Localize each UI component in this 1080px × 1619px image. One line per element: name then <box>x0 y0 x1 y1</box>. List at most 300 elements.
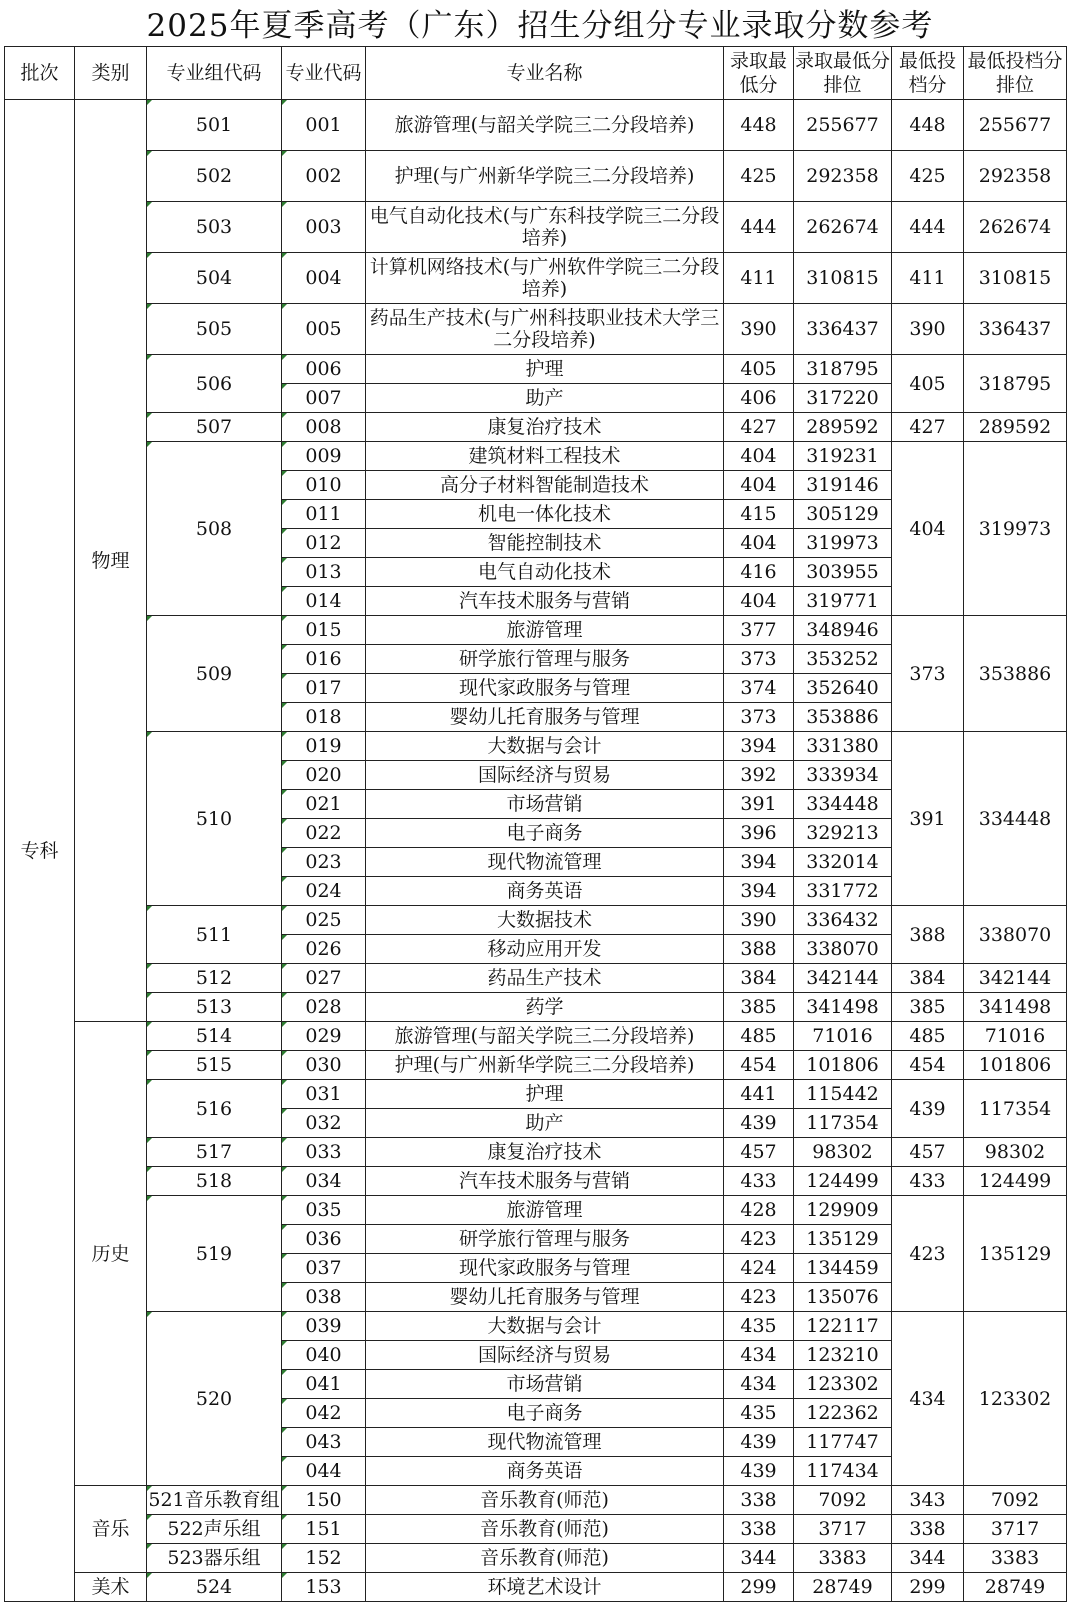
min-score-cell: 388 <box>724 935 794 964</box>
min-score-cell: 404 <box>724 529 794 558</box>
min-score-cell: 396 <box>724 819 794 848</box>
header-min-score-rank: 录取最低分排位 <box>794 47 892 100</box>
table-body <box>5 100 1067 1602</box>
table-row <box>5 732 1067 761</box>
major-code-cell: 033 <box>282 1138 366 1167</box>
major-code-cell: 044 <box>282 1457 366 1486</box>
major-name-cell: 音乐教育(师范) <box>366 1486 724 1515</box>
category-cell: 历史 <box>75 1022 147 1486</box>
min-filing-score-cell: 373 <box>892 616 964 732</box>
major-code-cell: 003 <box>282 202 366 253</box>
major-name-cell: 康复治疗技术 <box>366 1138 724 1167</box>
min-score-rank-cell: 341498 <box>794 993 892 1022</box>
min-score-rank-cell: 334448 <box>794 790 892 819</box>
min-filing-score-cell: 404 <box>892 442 964 616</box>
group-code-cell: 508 <box>147 442 282 616</box>
min-score-cell: 391 <box>724 790 794 819</box>
major-name-cell: 大数据与会计 <box>366 1312 724 1341</box>
min-score-rank-cell: 117434 <box>794 1457 892 1486</box>
major-code-cell: 032 <box>282 1109 366 1138</box>
min-score-cell: 448 <box>724 100 794 151</box>
group-code-cell: 516 <box>147 1080 282 1138</box>
min-score-rank-cell: 71016 <box>794 1022 892 1051</box>
major-code-cell: 018 <box>282 703 366 732</box>
major-code-cell: 007 <box>282 384 366 413</box>
major-code-cell: 017 <box>282 674 366 703</box>
min-score-rank-cell: 336437 <box>794 304 892 355</box>
major-name-cell: 研学旅行管理与服务 <box>366 645 724 674</box>
min-score-cell: 338 <box>724 1486 794 1515</box>
min-score-rank-cell: 129909 <box>794 1196 892 1225</box>
min-score-rank-cell: 135129 <box>794 1225 892 1254</box>
min-filing-rank-cell: 3383 <box>964 1544 1067 1573</box>
min-score-rank-cell: 135076 <box>794 1283 892 1312</box>
group-code-cell: 522声乐组 <box>147 1515 282 1544</box>
major-code-cell: 013 <box>282 558 366 587</box>
major-code-cell: 020 <box>282 761 366 790</box>
min-filing-rank-cell: 71016 <box>964 1022 1067 1051</box>
table-row <box>5 1573 1067 1602</box>
min-score-rank-cell: 122362 <box>794 1399 892 1428</box>
min-filing-score-cell: 454 <box>892 1051 964 1080</box>
header-row <box>5 47 1067 100</box>
min-score-rank-cell: 348946 <box>794 616 892 645</box>
min-filing-score-cell: 485 <box>892 1022 964 1051</box>
major-name-cell: 电子商务 <box>366 1399 724 1428</box>
major-name-cell: 计算机网络技术(与广州软件学院三二分段培养) <box>366 253 724 304</box>
min-filing-score-cell: 343 <box>892 1486 964 1515</box>
major-name-cell: 汽车技术服务与营销 <box>366 1167 724 1196</box>
min-score-rank-cell: 134459 <box>794 1254 892 1283</box>
min-score-rank-cell: 342144 <box>794 964 892 993</box>
min-filing-rank-cell: 334448 <box>964 732 1067 906</box>
table-row <box>5 253 1067 304</box>
table-row <box>5 202 1067 253</box>
table-row <box>5 1138 1067 1167</box>
major-code-cell: 153 <box>282 1573 366 1602</box>
major-code-cell: 029 <box>282 1022 366 1051</box>
major-name-cell: 国际经济与贸易 <box>366 761 724 790</box>
header-min-filing-score: 最低投档分 <box>892 47 964 100</box>
min-filing-rank-cell: 117354 <box>964 1080 1067 1138</box>
min-filing-rank-cell: 7092 <box>964 1486 1067 1515</box>
group-code-cell: 517 <box>147 1138 282 1167</box>
group-code-cell: 512 <box>147 964 282 993</box>
group-code-cell: 524 <box>147 1573 282 1602</box>
table-row <box>5 964 1067 993</box>
major-name-cell: 现代家政服务与管理 <box>366 1254 724 1283</box>
major-code-cell: 023 <box>282 848 366 877</box>
table-row <box>5 1022 1067 1051</box>
min-filing-score-cell: 344 <box>892 1544 964 1573</box>
major-code-cell: 034 <box>282 1167 366 1196</box>
table-row <box>5 616 1067 645</box>
major-name-cell: 现代物流管理 <box>366 1428 724 1457</box>
min-filing-score-cell: 388 <box>892 906 964 964</box>
min-score-cell: 411 <box>724 253 794 304</box>
major-name-cell: 电子商务 <box>366 819 724 848</box>
min-score-rank-cell: 329213 <box>794 819 892 848</box>
major-name-cell: 大数据技术 <box>366 906 724 935</box>
major-code-cell: 031 <box>282 1080 366 1109</box>
major-name-cell: 护理 <box>366 355 724 384</box>
min-score-cell: 404 <box>724 442 794 471</box>
min-score-rank-cell: 123302 <box>794 1370 892 1399</box>
table-row <box>5 1486 1067 1515</box>
major-name-cell: 助产 <box>366 1109 724 1138</box>
group-code-cell: 518 <box>147 1167 282 1196</box>
min-score-cell: 439 <box>724 1428 794 1457</box>
major-name-cell: 现代家政服务与管理 <box>366 674 724 703</box>
table-row <box>5 906 1067 935</box>
min-score-cell: 424 <box>724 1254 794 1283</box>
min-filing-score-cell: 439 <box>892 1080 964 1138</box>
min-score-cell: 394 <box>724 877 794 906</box>
major-code-cell: 016 <box>282 645 366 674</box>
min-score-rank-cell: 255677 <box>794 100 892 151</box>
category-cell: 物理 <box>75 100 147 1022</box>
major-name-cell: 旅游管理 <box>366 1196 724 1225</box>
min-filing-score-cell: 427 <box>892 413 964 442</box>
table-row <box>5 151 1067 202</box>
min-score-cell: 344 <box>724 1544 794 1573</box>
major-code-cell: 014 <box>282 587 366 616</box>
min-score-rank-cell: 319231 <box>794 442 892 471</box>
table-row <box>5 355 1067 384</box>
min-filing-score-cell: 385 <box>892 993 964 1022</box>
header-major-code: 专业代码 <box>282 47 366 100</box>
major-code-cell: 039 <box>282 1312 366 1341</box>
min-filing-score-cell: 338 <box>892 1515 964 1544</box>
min-score-cell: 390 <box>724 304 794 355</box>
table-row <box>5 1544 1067 1573</box>
major-name-cell: 移动应用开发 <box>366 935 724 964</box>
major-name-cell: 药品生产技术(与广州科技职业技术大学三二分段培养) <box>366 304 724 355</box>
major-name-cell: 护理(与广州新华学院三二分段培养) <box>366 151 724 202</box>
min-filing-rank-cell: 98302 <box>964 1138 1067 1167</box>
major-name-cell: 药学 <box>366 993 724 1022</box>
table-row <box>5 1080 1067 1109</box>
min-score-cell: 434 <box>724 1341 794 1370</box>
group-code-cell: 519 <box>147 1196 282 1312</box>
major-code-cell: 035 <box>282 1196 366 1225</box>
min-score-rank-cell: 353886 <box>794 703 892 732</box>
major-name-cell: 研学旅行管理与服务 <box>366 1225 724 1254</box>
table-row <box>5 304 1067 355</box>
major-name-cell: 旅游管理(与韶关学院三二分段培养) <box>366 1022 724 1051</box>
major-name-cell: 大数据与会计 <box>366 732 724 761</box>
major-name-cell: 旅游管理(与韶关学院三二分段培养) <box>366 100 724 151</box>
min-score-cell: 457 <box>724 1138 794 1167</box>
major-name-cell: 电气自动化技术(与广东科技学院三二分段培养) <box>366 202 724 253</box>
min-filing-score-cell: 433 <box>892 1167 964 1196</box>
min-score-cell: 427 <box>724 413 794 442</box>
major-code-cell: 012 <box>282 529 366 558</box>
table-row <box>5 1196 1067 1225</box>
major-code-cell: 026 <box>282 935 366 964</box>
table-row <box>5 442 1067 471</box>
major-name-cell: 婴幼儿托育服务与管理 <box>366 703 724 732</box>
group-code-cell: 503 <box>147 202 282 253</box>
min-score-rank-cell: 319973 <box>794 529 892 558</box>
major-name-cell: 环境艺术设计 <box>366 1573 724 1602</box>
min-filing-rank-cell: 318795 <box>964 355 1067 413</box>
min-filing-score-cell: 411 <box>892 253 964 304</box>
group-code-cell: 520 <box>147 1312 282 1486</box>
major-code-cell: 038 <box>282 1283 366 1312</box>
min-filing-rank-cell: 338070 <box>964 906 1067 964</box>
header-category: 类别 <box>75 47 147 100</box>
major-name-cell: 电气自动化技术 <box>366 558 724 587</box>
min-filing-score-cell: 390 <box>892 304 964 355</box>
min-score-cell: 374 <box>724 674 794 703</box>
min-score-rank-cell: 353252 <box>794 645 892 674</box>
min-score-cell: 373 <box>724 645 794 674</box>
min-score-rank-cell: 310815 <box>794 253 892 304</box>
major-code-cell: 030 <box>282 1051 366 1080</box>
major-name-cell: 商务英语 <box>366 877 724 906</box>
min-score-cell: 299 <box>724 1573 794 1602</box>
min-score-cell: 428 <box>724 1196 794 1225</box>
major-code-cell: 028 <box>282 993 366 1022</box>
min-score-cell: 435 <box>724 1399 794 1428</box>
major-code-cell: 025 <box>282 906 366 935</box>
min-score-cell: 406 <box>724 384 794 413</box>
min-filing-score-cell: 391 <box>892 732 964 906</box>
min-score-rank-cell: 117747 <box>794 1428 892 1457</box>
major-name-cell: 护理(与广州新华学院三二分段培养) <box>366 1051 724 1080</box>
table-row <box>5 1167 1067 1196</box>
min-score-cell: 423 <box>724 1225 794 1254</box>
major-code-cell: 027 <box>282 964 366 993</box>
group-code-cell: 505 <box>147 304 282 355</box>
group-code-cell: 511 <box>147 906 282 964</box>
min-score-rank-cell: 3717 <box>794 1515 892 1544</box>
major-code-cell: 019 <box>282 732 366 761</box>
major-name-cell: 商务英语 <box>366 1457 724 1486</box>
header-min-filing-rank: 最低投档分排位 <box>964 47 1067 100</box>
major-name-cell: 音乐教育(师范) <box>366 1544 724 1573</box>
min-score-rank-cell: 292358 <box>794 151 892 202</box>
major-name-cell: 智能控制技术 <box>366 529 724 558</box>
major-code-cell: 004 <box>282 253 366 304</box>
min-score-rank-cell: 319771 <box>794 587 892 616</box>
major-code-cell: 043 <box>282 1428 366 1457</box>
min-score-cell: 425 <box>724 151 794 202</box>
table-row <box>5 1051 1067 1080</box>
major-code-cell: 021 <box>282 790 366 819</box>
major-name-cell: 助产 <box>366 384 724 413</box>
min-filing-rank-cell: 353886 <box>964 616 1067 732</box>
min-score-rank-cell: 3383 <box>794 1544 892 1573</box>
min-score-rank-cell: 28749 <box>794 1573 892 1602</box>
score-table <box>4 46 1067 1602</box>
min-score-rank-cell: 123210 <box>794 1341 892 1370</box>
min-filing-rank-cell: 123302 <box>964 1312 1067 1486</box>
table-row <box>5 100 1067 151</box>
min-filing-score-cell: 405 <box>892 355 964 413</box>
min-score-rank-cell: 289592 <box>794 413 892 442</box>
min-score-cell: 405 <box>724 355 794 384</box>
min-filing-rank-cell: 101806 <box>964 1051 1067 1080</box>
min-filing-rank-cell: 28749 <box>964 1573 1067 1602</box>
min-score-cell: 444 <box>724 202 794 253</box>
min-score-cell: 384 <box>724 964 794 993</box>
min-score-cell: 404 <box>724 587 794 616</box>
min-score-cell: 439 <box>724 1109 794 1138</box>
min-score-cell: 394 <box>724 848 794 877</box>
min-filing-rank-cell: 310815 <box>964 253 1067 304</box>
group-code-cell: 521音乐教育组 <box>147 1486 282 1515</box>
major-name-cell: 婴幼儿托育服务与管理 <box>366 1283 724 1312</box>
min-score-rank-cell: 352640 <box>794 674 892 703</box>
major-code-cell: 151 <box>282 1515 366 1544</box>
min-score-cell: 392 <box>724 761 794 790</box>
major-name-cell: 现代物流管理 <box>366 848 724 877</box>
category-cell: 美术 <box>75 1573 147 1602</box>
min-score-rank-cell: 117354 <box>794 1109 892 1138</box>
major-code-cell: 024 <box>282 877 366 906</box>
min-score-rank-cell: 7092 <box>794 1486 892 1515</box>
min-score-rank-cell: 338070 <box>794 935 892 964</box>
major-name-cell: 汽车技术服务与营销 <box>366 587 724 616</box>
major-name-cell: 音乐教育(师范) <box>366 1515 724 1544</box>
min-filing-score-cell: 457 <box>892 1138 964 1167</box>
min-score-rank-cell: 305129 <box>794 500 892 529</box>
major-code-cell: 152 <box>282 1544 366 1573</box>
header-group-code: 专业组代码 <box>147 47 282 100</box>
major-code-cell: 041 <box>282 1370 366 1399</box>
page-title: 2025年夏季高考（广东）招生分组分专业录取分数参考 <box>146 8 934 44</box>
major-name-cell: 药品生产技术 <box>366 964 724 993</box>
group-code-cell: 506 <box>147 355 282 413</box>
min-score-cell: 485 <box>724 1022 794 1051</box>
min-score-cell: 385 <box>724 993 794 1022</box>
min-score-rank-cell: 262674 <box>794 202 892 253</box>
min-score-rank-cell: 98302 <box>794 1138 892 1167</box>
min-filing-rank-cell: 342144 <box>964 964 1067 993</box>
table-row <box>5 1515 1067 1544</box>
major-name-cell: 机电一体化技术 <box>366 500 724 529</box>
major-name-cell: 康复治疗技术 <box>366 413 724 442</box>
min-score-rank-cell: 115442 <box>794 1080 892 1109</box>
group-code-cell: 523器乐组 <box>147 1544 282 1573</box>
min-score-rank-cell: 332014 <box>794 848 892 877</box>
min-score-rank-cell: 331772 <box>794 877 892 906</box>
min-filing-score-cell: 423 <box>892 1196 964 1312</box>
min-score-cell: 441 <box>724 1080 794 1109</box>
major-code-cell: 001 <box>282 100 366 151</box>
min-filing-rank-cell: 3717 <box>964 1515 1067 1544</box>
min-score-rank-cell: 303955 <box>794 558 892 587</box>
major-name-cell: 国际经济与贸易 <box>366 1341 724 1370</box>
min-score-rank-cell: 319146 <box>794 471 892 500</box>
major-code-cell: 036 <box>282 1225 366 1254</box>
major-code-cell: 005 <box>282 304 366 355</box>
major-code-cell: 022 <box>282 819 366 848</box>
min-score-cell: 394 <box>724 732 794 761</box>
min-score-rank-cell: 331380 <box>794 732 892 761</box>
major-name-cell: 旅游管理 <box>366 616 724 645</box>
major-code-cell: 006 <box>282 355 366 384</box>
min-score-cell: 433 <box>724 1167 794 1196</box>
min-filing-rank-cell: 255677 <box>964 100 1067 151</box>
min-score-rank-cell: 336432 <box>794 906 892 935</box>
batch-cell: 专科 <box>5 100 75 1602</box>
major-name-cell: 护理 <box>366 1080 724 1109</box>
major-code-cell: 040 <box>282 1341 366 1370</box>
min-score-cell: 373 <box>724 703 794 732</box>
major-code-cell: 042 <box>282 1399 366 1428</box>
group-code-cell: 501 <box>147 100 282 151</box>
major-code-cell: 010 <box>282 471 366 500</box>
min-score-rank-cell: 124499 <box>794 1167 892 1196</box>
major-code-cell: 037 <box>282 1254 366 1283</box>
min-filing-score-cell: 384 <box>892 964 964 993</box>
group-code-cell: 510 <box>147 732 282 906</box>
min-filing-score-cell: 444 <box>892 202 964 253</box>
min-score-rank-cell: 122117 <box>794 1312 892 1341</box>
min-score-cell: 416 <box>724 558 794 587</box>
min-score-cell: 377 <box>724 616 794 645</box>
header-major-name: 专业名称 <box>366 47 724 100</box>
min-filing-score-cell: 434 <box>892 1312 964 1486</box>
min-score-cell: 434 <box>724 1370 794 1399</box>
major-name-cell: 市场营销 <box>366 1370 724 1399</box>
table-row <box>5 1312 1067 1341</box>
min-score-cell: 338 <box>724 1515 794 1544</box>
major-code-cell: 015 <box>282 616 366 645</box>
min-score-cell: 454 <box>724 1051 794 1080</box>
group-code-cell: 507 <box>147 413 282 442</box>
min-filing-rank-cell: 262674 <box>964 202 1067 253</box>
min-score-cell: 390 <box>724 906 794 935</box>
category-cell: 音乐 <box>75 1486 147 1573</box>
min-filing-rank-cell: 289592 <box>964 413 1067 442</box>
major-code-cell: 011 <box>282 500 366 529</box>
min-score-rank-cell: 317220 <box>794 384 892 413</box>
min-score-cell: 404 <box>724 471 794 500</box>
min-filing-rank-cell: 135129 <box>964 1196 1067 1312</box>
min-filing-score-cell: 299 <box>892 1573 964 1602</box>
min-filing-rank-cell: 341498 <box>964 993 1067 1022</box>
group-code-cell: 502 <box>147 151 282 202</box>
min-filing-rank-cell: 319973 <box>964 442 1067 616</box>
major-code-cell: 150 <box>282 1486 366 1515</box>
min-score-rank-cell: 318795 <box>794 355 892 384</box>
group-code-cell: 515 <box>147 1051 282 1080</box>
min-filing-score-cell: 425 <box>892 151 964 202</box>
major-code-cell: 002 <box>282 151 366 202</box>
min-filing-rank-cell: 124499 <box>964 1167 1067 1196</box>
min-score-cell: 415 <box>724 500 794 529</box>
major-code-cell: 009 <box>282 442 366 471</box>
major-name-cell: 建筑材料工程技术 <box>366 442 724 471</box>
group-code-cell: 504 <box>147 253 282 304</box>
group-code-cell: 513 <box>147 993 282 1022</box>
table-row <box>5 993 1067 1022</box>
min-score-cell: 439 <box>724 1457 794 1486</box>
group-code-cell: 514 <box>147 1022 282 1051</box>
group-code-cell: 509 <box>147 616 282 732</box>
min-score-rank-cell: 333934 <box>794 761 892 790</box>
major-code-cell: 008 <box>282 413 366 442</box>
min-filing-rank-cell: 292358 <box>964 151 1067 202</box>
min-filing-score-cell: 448 <box>892 100 964 151</box>
header-min-score: 录取最低分 <box>724 47 794 100</box>
min-score-rank-cell: 101806 <box>794 1051 892 1080</box>
min-score-cell: 423 <box>724 1283 794 1312</box>
